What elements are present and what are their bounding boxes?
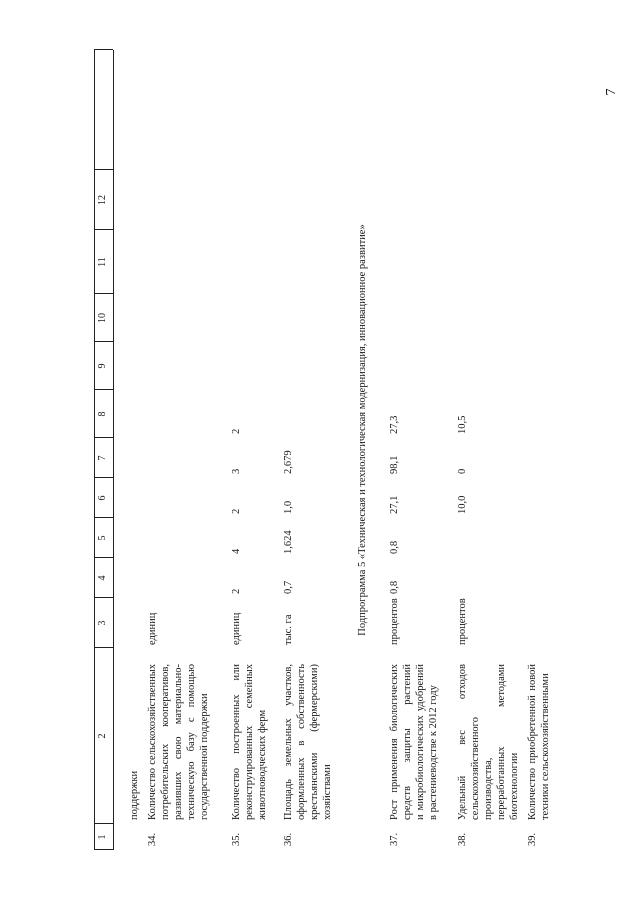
header-divider [94, 557, 113, 558]
rotated-table-area [94, 50, 614, 850]
header-divider [94, 389, 113, 390]
header-cell-8: 8 [97, 411, 108, 417]
header-cell-7: 7 [97, 455, 108, 461]
row-number: 35. [231, 832, 242, 846]
value-cell: 2,679 [283, 450, 294, 474]
value-cell: 2 [231, 428, 242, 434]
value-cell: 0 [457, 468, 468, 474]
header-divider [94, 823, 113, 824]
value-cell: 0,8 [389, 540, 400, 554]
value-cell: 0,8 [389, 580, 400, 594]
value-cell: 98,1 [389, 455, 400, 474]
header-cell-9: 9 [97, 363, 108, 369]
header-divider [94, 293, 113, 294]
row-unit: единиц [231, 612, 242, 645]
header-cell-10: 10 [97, 313, 108, 323]
row-description [456, 664, 521, 820]
desc-line: государственной поддержки [199, 693, 210, 820]
desc-line: Удельный вес отходов [457, 664, 468, 820]
header-cell-6: 6 [97, 495, 108, 501]
header-divider [94, 647, 113, 648]
header-cell-3: 3 [97, 620, 108, 626]
table-top-border [94, 50, 95, 850]
header-cell-11: 11 [97, 257, 108, 267]
value-cell: 3 [231, 468, 242, 474]
header-divider [94, 477, 113, 478]
header-cell-5: 5 [97, 535, 108, 541]
header-cell-12: 12 [97, 195, 108, 205]
desc-line: реконструированных семейных [244, 664, 255, 820]
desc-line: техническую базу с помощью [186, 664, 197, 820]
row-number: 36. [283, 832, 294, 846]
carryover-text: поддержки [129, 770, 140, 820]
desc-line: биотехнологии [509, 752, 520, 820]
value-cell: 1,624 [283, 530, 294, 554]
desc-line: оформленных в собственность [296, 664, 307, 820]
header-divider [94, 169, 113, 170]
row-unit: процентов [457, 598, 468, 645]
row-unit: процентов [389, 598, 400, 645]
row-unit: тыс. га [283, 614, 294, 645]
header-cell-2: 2 [97, 733, 108, 739]
row-number: 37. [389, 832, 400, 846]
desc-line: сельскохозяйственного производства, [470, 717, 494, 820]
header-bottom-border [113, 50, 114, 850]
value-cell: 10,5 [457, 415, 468, 434]
desc-line: Количество построенных или [231, 664, 242, 820]
row-description [526, 664, 552, 820]
header-divider [94, 229, 113, 230]
value-cell: 2 [231, 588, 242, 594]
subprogram-title: Подпрограмма 5 «Техническая и технологическая модернизация, инновационное развитие» [357, 224, 368, 636]
desc-line: крестьянскими (фермерскими) [309, 664, 320, 820]
header-divider [94, 517, 113, 518]
row-description [230, 664, 269, 820]
desc-line: потребительских кооперативов, [160, 664, 171, 820]
header-cell-1: 1 [97, 834, 108, 840]
row-description [282, 664, 334, 820]
value-cell: 27,3 [389, 415, 400, 434]
value-cell: 2 [231, 508, 242, 514]
value-cell: 1,0 [283, 500, 294, 514]
page-number: 7 [604, 88, 619, 96]
desc-line: переработанных методами [496, 664, 507, 820]
desc-line: и микробиологических удобрений [415, 664, 426, 820]
desc-line: хозяйствами [322, 764, 333, 820]
header-divider [94, 849, 113, 850]
row-description [146, 664, 211, 820]
desc-line: Количество приобретенной новой [527, 664, 538, 820]
value-cell: 10,0 [457, 495, 468, 514]
header-divider [94, 341, 113, 342]
desc-line: средств защиты растений [402, 664, 413, 820]
desc-line: Площадь земельных участков, [283, 664, 294, 820]
row-description [388, 664, 440, 820]
desc-line: в растениеводстве к 2012 году [428, 685, 439, 820]
header-divider [94, 597, 113, 598]
row-number: 34. [147, 832, 158, 846]
desc-line: техники сельскохозяйственными [540, 673, 551, 820]
row-unit: единиц [147, 612, 158, 645]
desc-line: животноводческих ферм [257, 709, 268, 820]
value-cell: 0,7 [283, 580, 294, 594]
desc-line: Рост применения биологических [389, 664, 400, 820]
desc-line: Количество сельскохозяйственных [147, 664, 158, 820]
header-divider [94, 49, 113, 50]
value-cell: 4 [231, 548, 242, 554]
row-number: 39. [527, 832, 538, 846]
row-number: 38. [457, 832, 468, 846]
header-divider [94, 437, 113, 438]
value-cell: 27,1 [389, 495, 400, 514]
desc-line: развивших свою материально- [173, 664, 184, 820]
header-cell-4: 4 [97, 575, 108, 581]
